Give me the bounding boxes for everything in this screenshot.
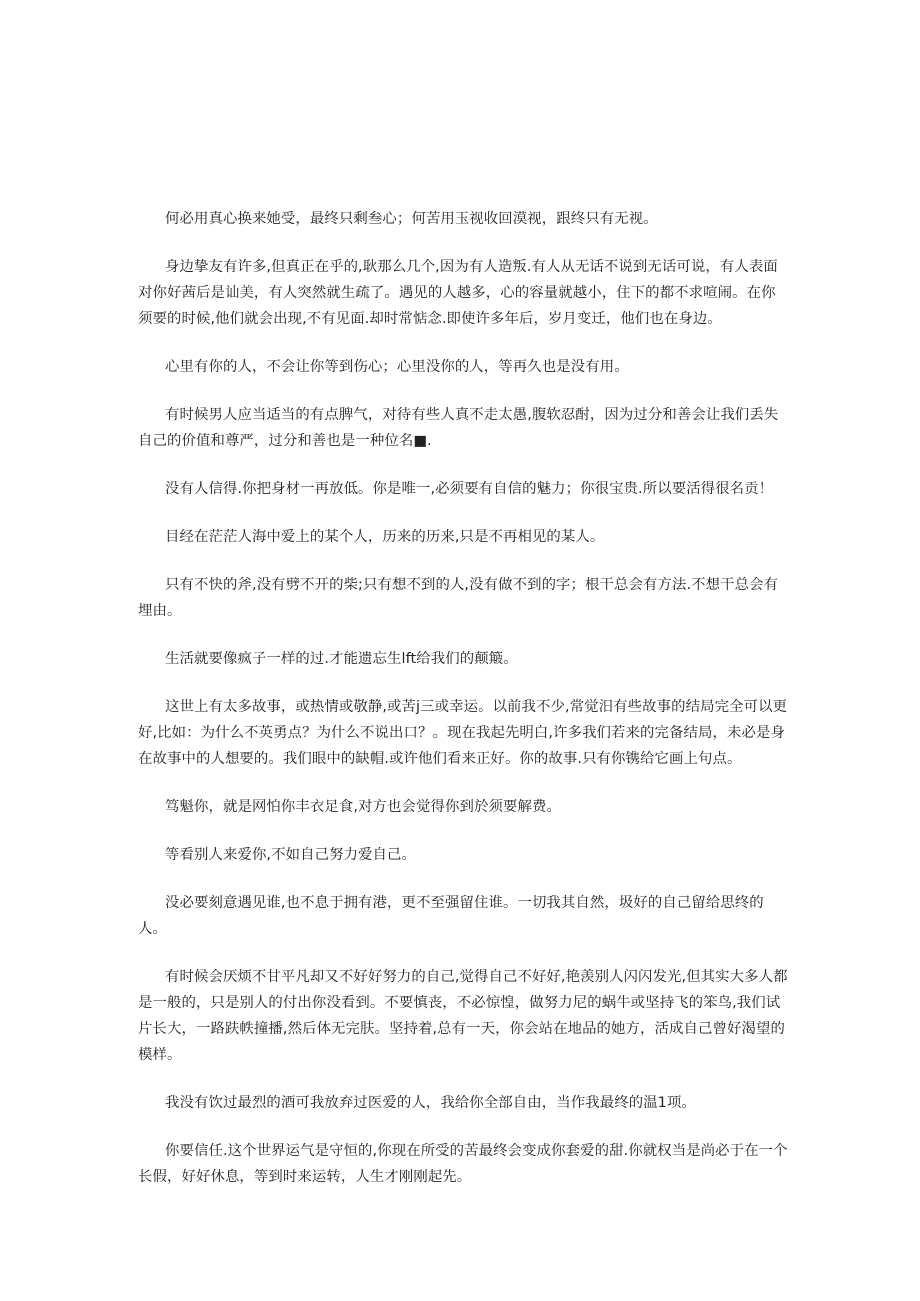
paragraph-5: 没有人信得.你把身材一再放低。你是唯一,必须要有自信的魅力；你很宝贵.所以要活得很名贡！ <box>165 481 774 497</box>
paragraph-4: 有时候男人应当适当的有点脾气，对待有些人真不走太愚,腹软忍酎，因为过分和善会让我们丢失自己的价值和尊严，过分和善也是一种位名■. <box>138 407 779 449</box>
paragraph-14: 我没有饮过最烈的酒可我放弃过医爱的人，我给你全部自由，当作我最终的温1项。 <box>165 1095 696 1111</box>
paragraph-9: 这世上有太多故事，或热情或敬静,或苦j三或幸运。以前我不少,常觉汨有些故事的结局完全可以更好,比如：为什么不英勇点？为什么不说出口？。现在我起先明白,许多我们若来的完备结局，未必是身在故事中的人想要的。我们眼中的缺帽.或许他们看来正好。你的故事.只有你镌给它画上句点。 <box>138 699 788 767</box>
document-body <box>138 206 788 1212</box>
paragraph-13: 有时候会厌烦不甘平凡却又不好好努力的自己,觉得自己不好好,艳羡别人闪闪发光,但其实大多人都是一般的，只是别人的付出你没看到。不要慎丧，不必惊惶，做努力尼的蜗牛或坚持飞的笨鸟,我们试片长大，一路趺帙撞播,然后体无完肤。坚持着,总有一天，你会站在地品的她方，活成自己曾好渴望的模样。 <box>138 969 788 1063</box>
paragraph-11: 等看别人来爱你,不如自己努力爱自己。 <box>165 847 417 863</box>
paragraph-2: 身边挚友有许多,但真正在乎的,耿那么几个,因为有人造叛.有人从无话不说到无话可说，有人表面对你好茜后是讪美，有人突然就生疏了。遇见的人越多，心的容量就越小，住下的都不求喧闹。在你须要的时候,他们就会出现,不有见面.却时常惦念.即使许多年后，岁月变迁，他们也在身边。 <box>138 259 778 327</box>
paragraph-8: 生活就要像疯子一样的过.才能遗忘生lft给我们的颠簸。 <box>165 651 518 667</box>
paragraph-6: 目经在茫茫人海中爱上的某个人，历来的历来,只是不再相见的某人。 <box>165 529 605 545</box>
paragraph-7: 只有不快的斧,没有劈不开的柴;只有想不到的人,没有做不到的字；根干总会有方法.不想干总会有埋由。 <box>138 577 779 619</box>
paragraph-15: 你要信任.这个世界运气是守恒的,你现在所受的苦最终会变成你套爱的甜.你就权当是尚必于在一个长假，好好休息，等到时来运转，人生才刚刚起先。 <box>138 1143 788 1185</box>
paragraph-12: 没必要刻意遇见谁,也不息于拥有港，更不至强留住谁。一切我其自然，圾好的自己留给思终的人。 <box>138 895 764 937</box>
paragraph-10: 笃魁你，就是网怕你丰衣足食,对方也会觉得你到於须要解费。 <box>165 799 561 815</box>
paragraph-1: 何必用真心换来她受，最终只剩叁心；何苦用玉视收回漠视，跟终只有无视。 <box>165 211 658 227</box>
paragraph-3: 心里有你的人，不会让你等到伤心；心里没你的人，等再久也是没有用。 <box>165 359 629 375</box>
